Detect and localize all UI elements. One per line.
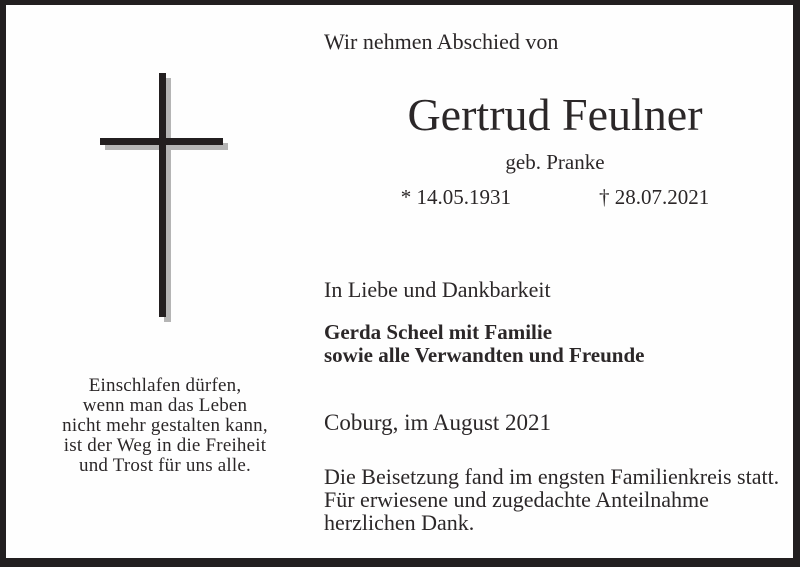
cross-vertical-bar — [159, 73, 166, 317]
closing-block — [324, 465, 779, 534]
closing-line: Für erwiesene und zugedachte Anteilnahme — [324, 487, 709, 512]
death-date: † 28.07.2021 — [599, 185, 710, 209]
poem-line: Einschlafen dürfen, — [88, 375, 242, 396]
birth-date: * 14.05.1931 — [400, 185, 511, 209]
condolence-poem — [32, 376, 298, 476]
place-and-date: Coburg, im August 2021 — [324, 410, 552, 435]
cross-horizontal-bar — [100, 138, 223, 145]
latin-cross-icon — [6, 5, 246, 335]
mourner-line: sowie alle Verwandten und Freunde — [324, 343, 645, 367]
mourner-line: Gerda Scheel mit Familie — [324, 320, 553, 344]
farewell-line: In Liebe und Dankbarkeit — [324, 277, 551, 302]
poem-line: wenn man das Leben — [82, 395, 248, 416]
deceased-name: Gertrud Feulner — [407, 89, 703, 140]
maiden-name: geb. Pranke — [505, 150, 605, 174]
poem-line: nicht mehr gestalten kann, — [62, 415, 268, 436]
closing-line: Die Beisetzung fand im engsten Familienkreis statt. — [324, 464, 780, 489]
poem-line: ist der Weg in die Freiheit — [63, 435, 267, 456]
mourners-block — [324, 321, 645, 367]
life-dates — [325, 185, 785, 210]
closing-line: herzlichen Dank. — [324, 510, 475, 535]
intro-line: Wir nehmen Abschied von — [324, 29, 559, 54]
poem-line: und Trost für uns alle. — [79, 455, 251, 476]
